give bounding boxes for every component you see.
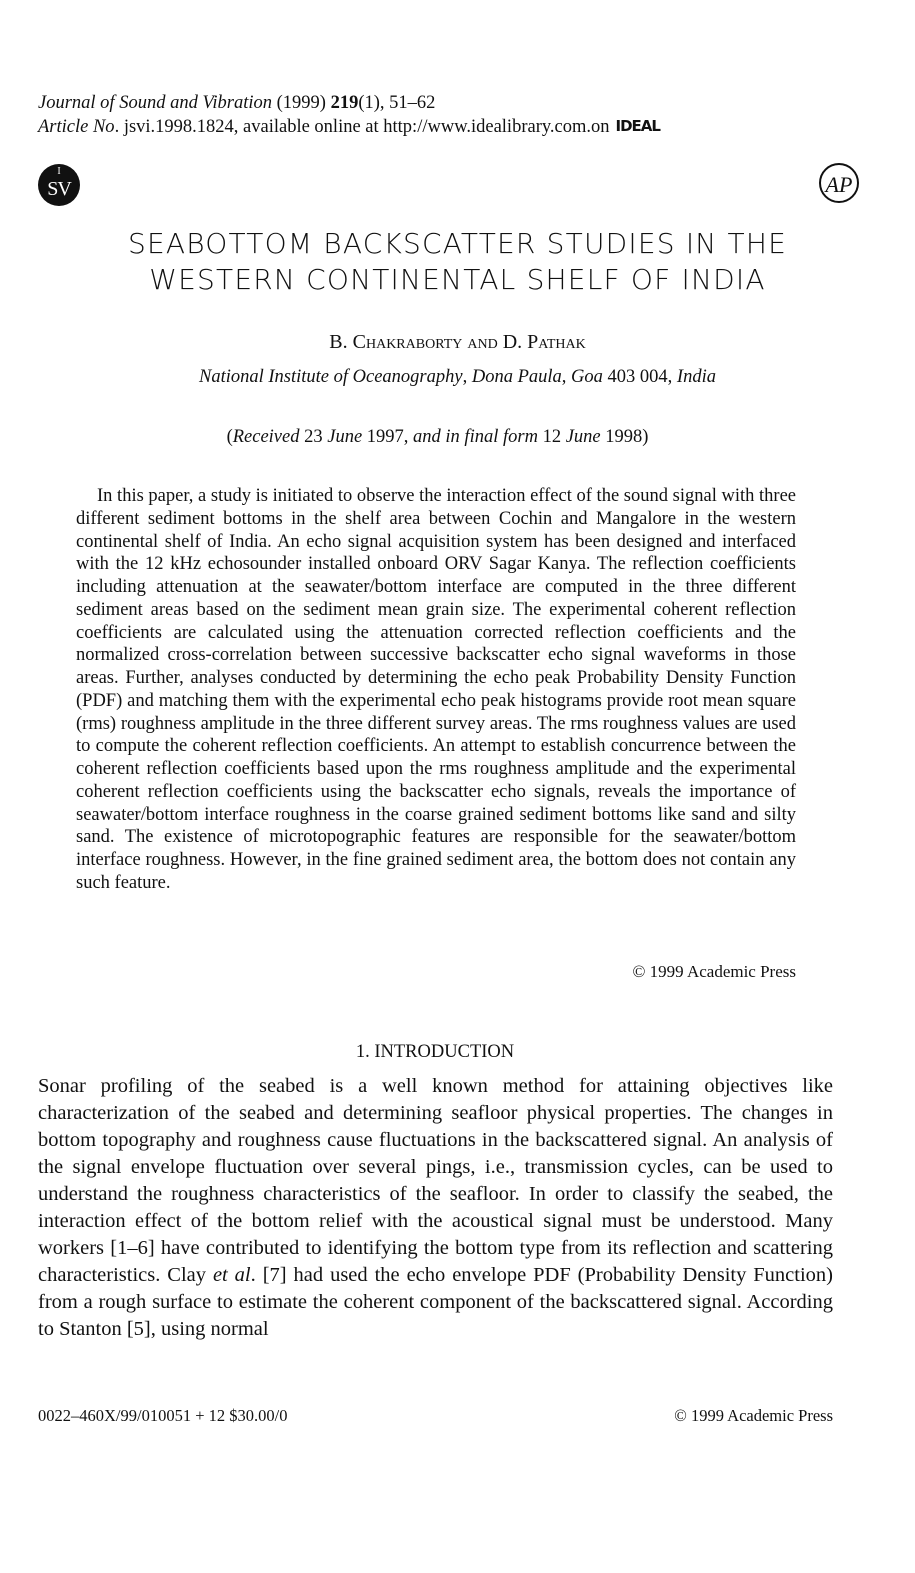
final-label: and in final form bbox=[413, 427, 538, 447]
footer-copyright: © 1999 Academic Press bbox=[674, 1406, 833, 1425]
ideal-logo: IDEAL bbox=[615, 117, 660, 135]
affiliation-separator: , bbox=[462, 367, 472, 387]
journal-year: (1999) bbox=[272, 93, 331, 113]
affiliation-separator: , bbox=[561, 367, 572, 387]
affiliation bbox=[0, 366, 915, 388]
article-info: . jsvi.1998.1824, available online at http://www.idealibrary.com.on bbox=[114, 117, 610, 137]
ap-logo: AP bbox=[819, 163, 859, 203]
title-line-2: WESTERN CONTINENTAL SHELF OF INDIA bbox=[149, 263, 766, 296]
journal-issue-pages: (1), 51–62 bbox=[358, 93, 436, 113]
journal-header bbox=[38, 92, 660, 139]
journal-name: Journal of Sound and Vibration bbox=[38, 93, 272, 113]
abstract-copyright: © 1999 Academic Press bbox=[632, 962, 796, 981]
abstract: In this paper, a study is initiated to observe the interaction effect of the sound signal with three different sediment bottoms in the shelf area between Cochin and Mangalore in the western continental shelf of India. An echo signal acquisition system has been designed and interfaced with the 12 kHz echosounder installed onboard ORV Sagar Kanya. The reflection coefficients including attenuation at the seawater/bottom interface are computed in the three different sediment areas based on the sediment mean grain size. The experimental coherent reflection coefficients are calculated using the attenuation corrected reflection coefficients and the normalized cross-correlation between successive backscatter echo signal waveforms in those areas. Further, analyses conducted by determining the echo peak Probability Density Function (PDF) and matching them with the experimental echo peak histograms provide root mean square (rms) roughness amplitude in the three different survey areas. The rms roughness values are used to compute the coherent reflection coefficients. An attempt to establish concurrence between the coherent reflection coefficients based upon the rms roughness amplitude and the experimental coherent reflection coefficients using the backscatter echo signals, reveals the importance of seawater/bottom interface roughness in the coarse grained sediment bottoms like sand and silty sand. The existence of microtopographic features are responsible for the seawater/bottom interface roughness. However, in the fine grained sediment area, the bottom does not contain any such feature. bbox=[76, 486, 796, 893]
received-label: Received bbox=[232, 427, 300, 447]
paper-title bbox=[60, 226, 855, 298]
authors bbox=[0, 330, 915, 354]
affiliation-city: Goa bbox=[571, 367, 603, 387]
footer-code: 0022–460X/99/010051 + 12 $30.00/0 bbox=[38, 1406, 288, 1425]
sv-logo-text: SV bbox=[47, 178, 71, 200]
sv-logo bbox=[38, 164, 80, 206]
intro-text-part: . [7] had used the echo envelope PDF (Probability Density Function) from a rough surface to estimate the coherent component of the backscattered signal. According to Stanton [5], using normal bbox=[38, 1264, 833, 1340]
article-label: Article No bbox=[38, 117, 115, 137]
introduction-text bbox=[38, 1073, 833, 1343]
section-heading: 1. INTRODUCTION bbox=[355, 1042, 515, 1062]
sv-logo-top: I bbox=[57, 166, 61, 177]
received-day: 23 bbox=[299, 427, 328, 447]
received-year: 1997, bbox=[362, 427, 414, 447]
received-open: ( bbox=[226, 427, 233, 447]
final-day: 12 bbox=[537, 427, 566, 447]
title-line-1: SEABOTTOM BACKSCATTER STUDIES IN THE bbox=[128, 227, 787, 260]
author-names: B. Chakraborty and D. Pathak bbox=[329, 331, 586, 353]
final-year: 1998) bbox=[600, 427, 649, 447]
received-month: June bbox=[327, 427, 363, 447]
affiliation-place: Dona Paula bbox=[471, 367, 562, 387]
affiliation-country: India bbox=[676, 367, 716, 387]
intro-text-part: Sonar profiling of the seabed is a well known method for attaining objectives like characterization of the seabed and determining seafloor physical properties. The changes in bottom topography and roughness cause fluctuations in the backscattered signal. An analysis of the signal envelope fluctuation over several pings, i.e., transmission cycles, can be used to understand the roughness characteristics of the seafloor. In order to classify the seabed, the interaction effect of the bottom relief with the acoustical signal must be understood. Many workers [1–6] have contributed to identifying the bottom type from its reflection and scattering characteristics. Clay bbox=[38, 1075, 833, 1286]
affiliation-postcode: 403 004, bbox=[602, 367, 677, 387]
journal-citation bbox=[38, 92, 660, 115]
final-month: June bbox=[565, 427, 601, 447]
article-line bbox=[38, 115, 660, 139]
received-dates bbox=[0, 426, 875, 448]
affiliation-institute: National Institute of Oceanography bbox=[199, 367, 463, 387]
intro-et-al: et al bbox=[212, 1264, 251, 1286]
journal-volume: 219 bbox=[330, 93, 359, 113]
